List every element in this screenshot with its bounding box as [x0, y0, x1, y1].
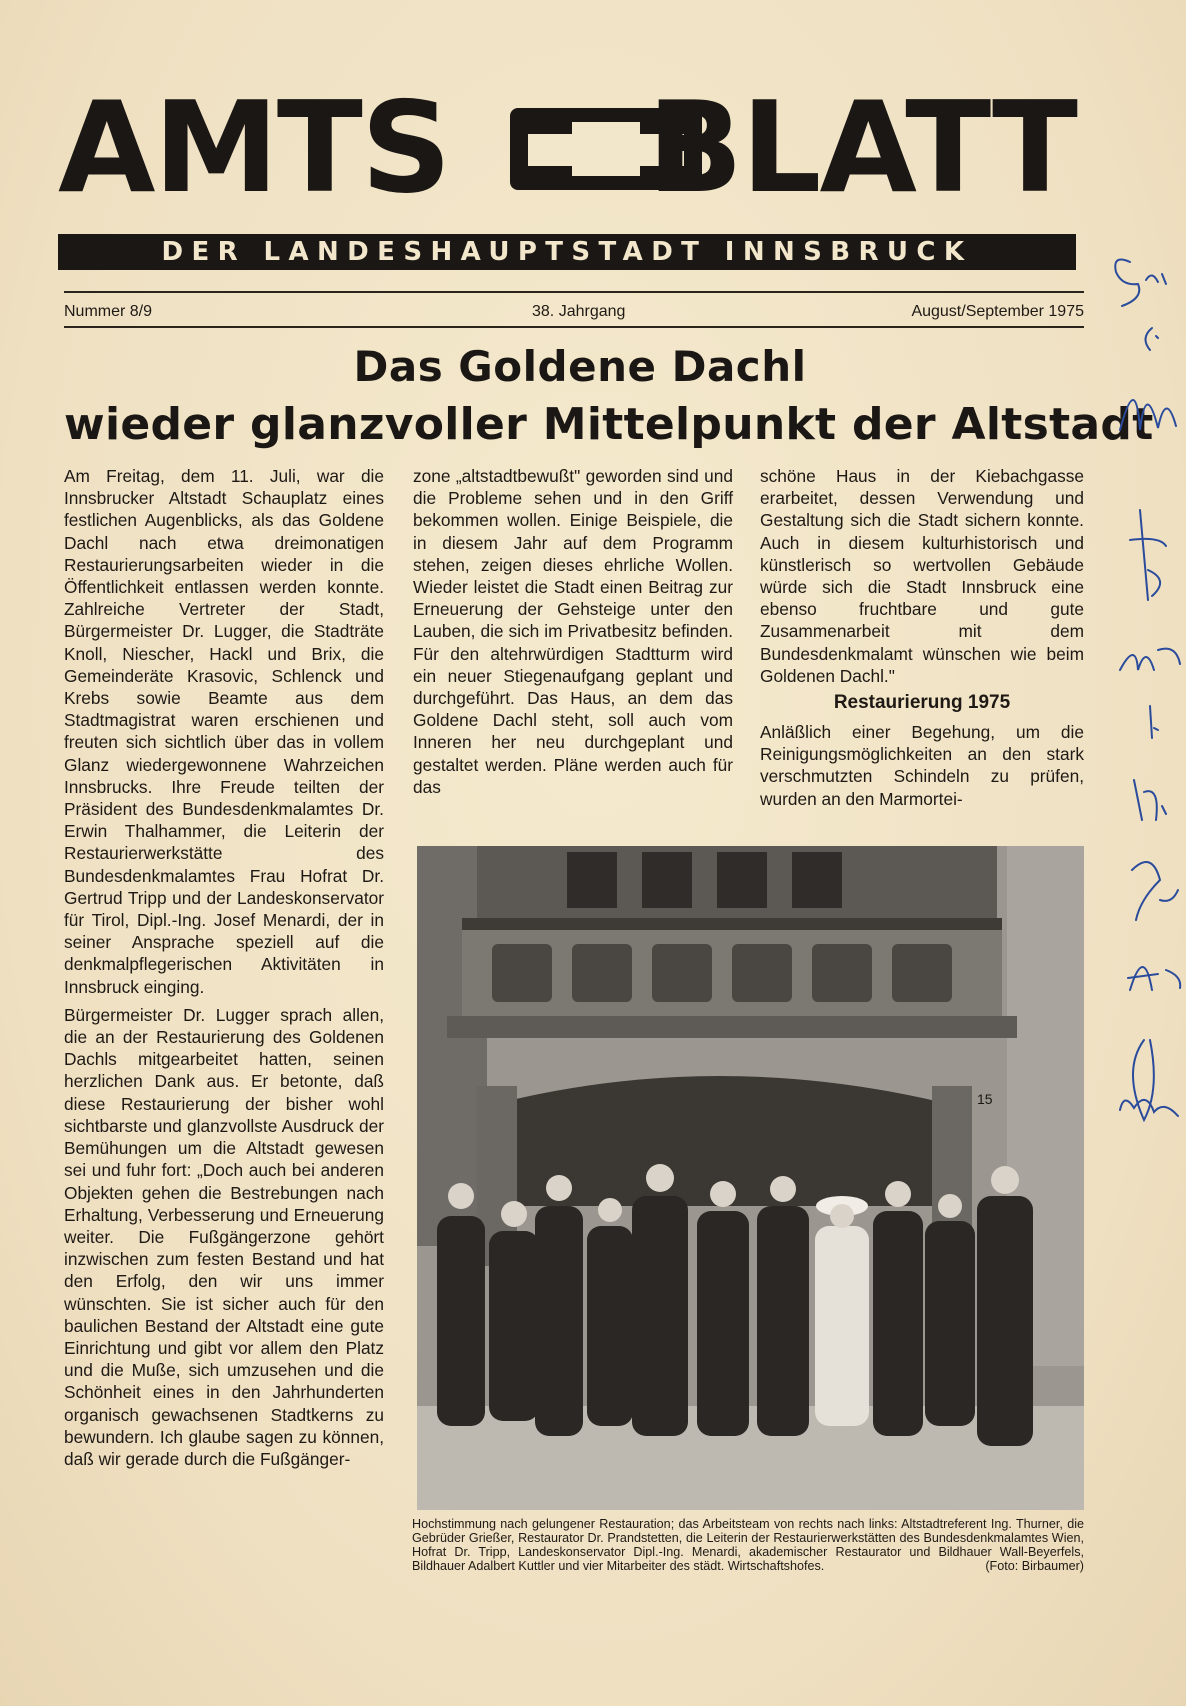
- photo-caption-text: Hochstimmung nach gelungener Restauration; das Arbeitsteam von rechts nach links: Altstadtreferent Ing. Thurner, die Gebrüder Grießer, Restaurator Dr. Prandstetten, die Leiterin der Restaurierwerkstätten des Bundesdenkmalamtes Wien, Hofrat Dr. Tripp, Landeskonservator Dipl.-Ing. Menardi, akademischer Restaurator und Bildhauer Wall-Beyerfels, Bildhauer Adalbert Kuttler und vier Mitarbeiter des städt. Wirtschaftshofes.: [412, 1517, 1084, 1573]
- top-rule: [64, 291, 1084, 293]
- article-column-3: [760, 465, 1084, 810]
- article-paragraph: zone „altstadtbewußt" geworden sind und die Probleme sehen und in den Griff bekommen wollen. Einige Beispiele, die in diesem Jahr auf dem Programm stehen, zeigen dieses ehrliche Wollen. Wieder leistet die Stadt einen Beitrag zur Erneuerung der Gehsteige unter den Lauben, die sich im Privatbesitz befinden. Für den altehrwürdigen Stadtturm wird ein neuer Stiegenaufgang geplant und durchgeführt. Das Haus, an dem das Goldene Dachl steht, soll auch vom Inneren her neu durchgeplant und gestaltet werden. Pläne werden auch für das: [413, 466, 733, 797]
- article-paragraph: Am Freitag, dem 11. Juli, war die Innsbrucker Altstadt Schauplatz eines festlichen Augenblicks, als das Goldene Dachl nach etwa dreimonatigen Restaurierungsarbeiten wieder in die Öffentlichkeit entlassen werden konnte. Zahlreiche Vertreter der Stadt, Bürgermeister Dr. Lugger, die Stadträte Knoll, Niescher, Hackl und Brix, die Gemeinderäte Krasovic, Schlenck und Krebs sowie Beamte aus dem Stadtmagistrat waren erschienen und freuten sich sichtlich über das in vollem Glanz wiedergewonnene Wahrzeichen Innsbrucks. Ihre Freude teilten der Präsident des Bundesdenkmalamtes Dr. Erwin Thalhammer, die Leiterin der Restaurierwerkstätte des Bundesdenkmalamtes Frau Hofrat Dr. Gertrud Tripp und der Landeskonservator für Tirol, Dipl.-Ing. Josef Menardi, der in seiner Ansprache speziell auf die denkmalpflegerischen Aktivitäten in Innsbruck einging.: [64, 466, 384, 997]
- article-column-2: [413, 465, 733, 798]
- photo-house-number: 15: [977, 1091, 993, 1107]
- masthead-subtitle: DER LANDESHAUPTSTADT INNSBRUCK: [58, 234, 1076, 270]
- group-photo-golden-roof: [417, 846, 1084, 1510]
- photo-credit: (Foto: Birbaumer): [985, 1559, 1084, 1573]
- article-paragraph: Bürgermeister Dr. Lugger sprach allen, die an der Restaurierung des Goldenen Dachls mitgearbeitet hatten, seinen herzlichen Dank aus. Er betonte, daß diese Restaurierung der bisher wohl sichtbarste und glanzvollste Ausdruck der Bemühungen um die Altstadt gewesen sei und fuhr fort: „Doch auch bei anderen Objekten gehen die Bestrebungen nach Erhaltung, Verbesserung und Erneuerung weiter. Die Fußgängerzone gehört inzwischen zum festen Bestand und hat den Erfolg, den wir uns immer wünschten. Sie ist sicher auch für den baulichen Bestand der Altstadt eine gute Einrichtung und gibt vor allem den Platz und die Muße, sich umzusehen und die Schönheit eines in den Jahrhunderten organisch gewachsenen Stadtkerns zu bewundern. Ich glaube sagen zu können, daß wir gerade durch die Fußgänger-: [64, 1004, 384, 1469]
- headline-line-1: Das Goldene Dachl: [353, 342, 807, 391]
- handwritten-margin-annotation-icon: [1100, 240, 1186, 1140]
- bottom-rule: [64, 326, 1084, 328]
- masthead-right-word: BLATT: [647, 74, 1076, 221]
- issue-number: Nummer 8/9: [64, 303, 153, 320]
- photo-caption: [412, 1517, 1084, 1573]
- masthead-left-word: AMTS: [58, 74, 450, 221]
- article-paragraph: schöne Haus in der Kiebachgasse erarbeitet, dessen Verwendung und Gestaltung sich die Stadt sichern konnte. Auch in diesem kulturhistorisch und künstlerisch so wertvollen Gebäude würde sich die Stadt Innsbruck eine ebenso fruchtbare und gute Zusammenarbeit mit dem Bundesdenkmalamt wünschen wie beim Goldenen Dachl.": [760, 466, 1084, 686]
- photo-illustration: [417, 846, 1084, 1510]
- article-column-1: [64, 465, 384, 1470]
- issue-date: August/September 1975: [911, 303, 1084, 320]
- headline-line-2: wieder glanzvoller Mittelpunkt der Altstadt: [64, 399, 1154, 450]
- issue-volume: 38. Jahrgang: [532, 303, 626, 320]
- article-paragraph: Anläßlich einer Begehung, um die Reinigungsmöglichkeiten an den stark verschmutzten Schindeln zu prüfen, wurden an den Marmortei-: [760, 722, 1084, 809]
- masthead: [58, 74, 1076, 221]
- section-subheading: Restaurierung 1975: [833, 692, 1011, 714]
